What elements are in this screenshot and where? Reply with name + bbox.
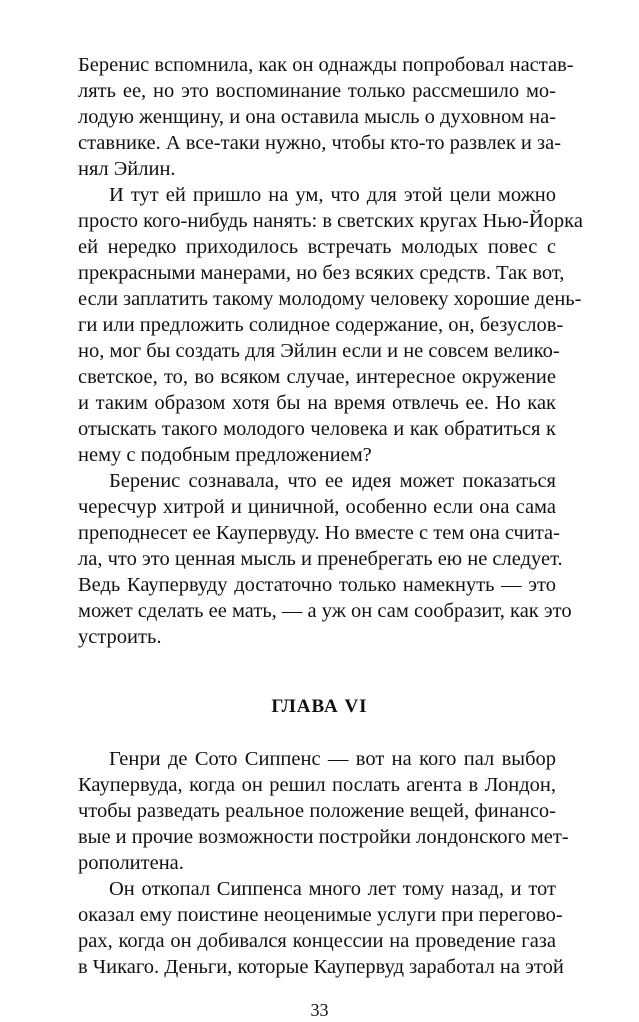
text-line: рах, когда он добивался концессии на проведение газа (78, 930, 556, 952)
text-line: И тут ей пришло на ум, что для этой цели можно (109, 184, 556, 206)
text-line: Каупервуда, когда он решил послать агента в Лондон, (78, 774, 556, 796)
text-line: устроить. (78, 626, 162, 648)
text-line: но, мог бы создать для Эйлин если и не совсем велико- (78, 340, 560, 362)
text-line: отыскать такого молодого человека и как обратиться к (78, 418, 556, 440)
text-line: Беренис сознавала, что ее идея может показаться (109, 470, 556, 492)
text-line: рополитена. (78, 852, 184, 874)
text-line: если заплатить такому молодому человеку хорошие день- (78, 288, 582, 310)
text-line: вые и прочие возможности постройки лондонского мет- (78, 826, 569, 848)
text-line: Он откопал Сиппенса много лет тому назад, и тот (109, 878, 556, 900)
text-line: просто кого-нибудь нанять: в светских кругах Нью-Йорка (78, 210, 583, 232)
text-line: чересчур хитрой и циничной, особенно если она сама (78, 496, 556, 518)
text-line: светское, то, во всяком случае, интересное окружение (78, 366, 556, 388)
text-line: прекрасными манерами, но без всяких средств. Так вот, (78, 262, 565, 284)
text-line: в Чикаго. Деньги, которые Каупервуд заработал на этой (78, 956, 564, 978)
text-line: Ведь Каупервуду достаточно только намекнуть — это (78, 574, 556, 596)
text-line: лять ее, но это воспоминание только рассмешило мо- (78, 80, 556, 102)
chapter-heading: ГЛАВА VI (271, 696, 368, 717)
text-line: лодую женщину, и она оставила мысль о духовном на- (78, 106, 556, 128)
text-line: ги или предложить солидное содержание, он, безуслов- (78, 314, 564, 336)
text-line: ей нередко приходилось встречать молодых повес с (78, 236, 556, 258)
text-line: чтобы разведать реальное положение вещей, финансо- (78, 800, 556, 822)
text-line: ла, что это ценная мысль и пренебрегать ею не следует. (78, 548, 563, 570)
text-line: преподнесет ее Каупервуду. Но вместе с тем она счита- (78, 522, 560, 544)
text-line: оказал ему поистине неоценимые услуги при перегово- (78, 904, 563, 926)
text-line: нему с подобным предложением? (78, 444, 372, 466)
page-number: 33 (310, 1000, 329, 1020)
text-line: нял Эйлин. (78, 158, 176, 180)
text-line: ставнике. А все-таки нужно, чтобы кто-то развлек и за- (78, 132, 562, 154)
text-line: может сделать ее мать, — а уж он сам сообразит, как это (78, 600, 572, 622)
text-line: Генри де Сото Сиппенс — вот на кого пал выбор (109, 748, 556, 770)
text-line: и таким образом хотя бы на время отвлечь ее. Но как (78, 392, 556, 414)
text-line: Беренис вспомнила, как он однажды попробовал настав- (78, 54, 574, 76)
